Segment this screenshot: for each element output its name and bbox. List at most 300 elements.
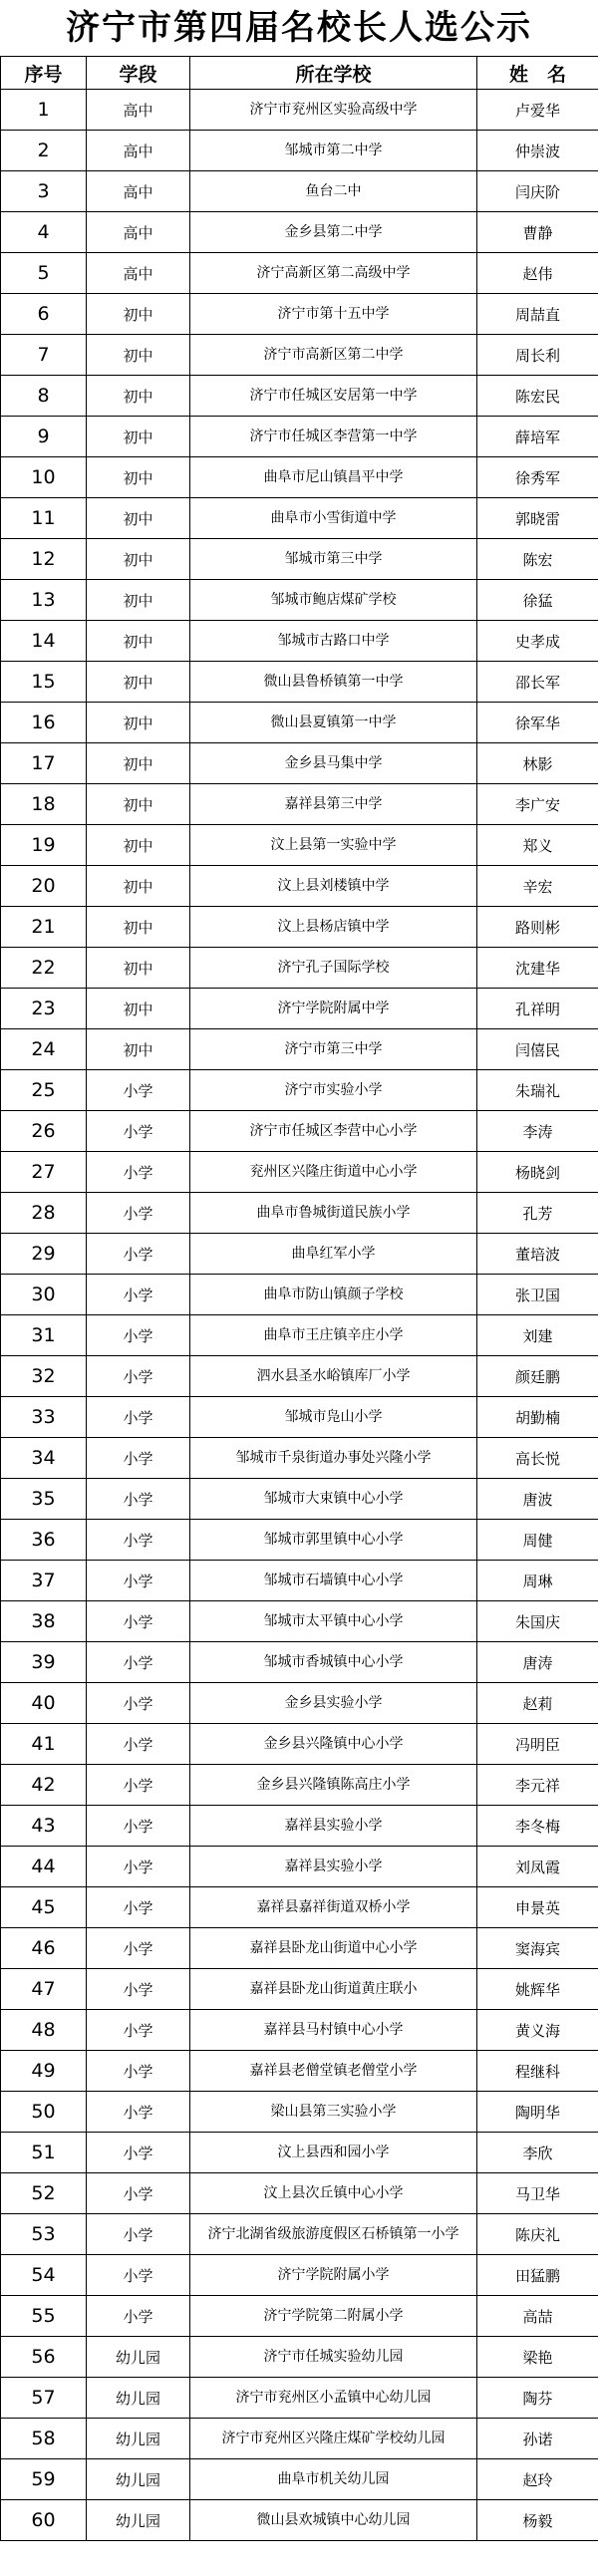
row-stage: 小学	[87, 1969, 190, 2010]
row-name: 杨毅	[477, 2500, 598, 2541]
table-row	[1, 1275, 598, 1315]
table-row	[1, 1683, 598, 1724]
table-row	[1, 662, 598, 703]
table-row	[1, 2419, 598, 2459]
table-row	[1, 1724, 598, 1765]
row-school: 邹城市香城镇中心小学	[190, 1642, 477, 1683]
row-school: 嘉祥县嘉祥街道双桥小学	[190, 1887, 477, 1928]
row-school: 微山县欢城镇中心幼儿园	[190, 2500, 477, 2541]
row-stage: 小学	[87, 1847, 190, 1887]
row-stage: 小学	[87, 1928, 190, 1969]
row-school: 金乡县实验小学	[190, 1683, 477, 1724]
row-school: 汶上县杨店镇中学	[190, 907, 477, 948]
table-row	[1, 825, 598, 866]
row-number: 10	[1, 457, 87, 498]
table-row	[1, 621, 598, 662]
row-stage: 初中	[87, 294, 190, 335]
row-name: 李涛	[477, 1111, 598, 1152]
row-name: 刘建	[477, 1315, 598, 1356]
row-name: 李欣	[477, 2133, 598, 2173]
row-stage: 初中	[87, 784, 190, 825]
row-school: 邹城市鲍店煤矿学校	[190, 580, 477, 621]
table-row	[1, 1520, 598, 1561]
header-stage: 学段	[87, 57, 190, 90]
row-school: 邹城市第二中学	[190, 131, 477, 171]
row-school: 济宁市兖州区实验高级中学	[190, 90, 477, 131]
table-header-row	[1, 57, 598, 90]
row-number: 53	[1, 2214, 87, 2255]
row-number: 50	[1, 2092, 87, 2133]
row-name: 邵长军	[477, 662, 598, 703]
row-name: 陈宏民	[477, 376, 598, 417]
table-row	[1, 376, 598, 417]
row-stage: 小学	[87, 1315, 190, 1356]
row-number: 40	[1, 1683, 87, 1724]
row-name: 陶明华	[477, 2092, 598, 2133]
header-school: 所在学校	[190, 57, 477, 90]
row-school: 邹城市郭里镇中心小学	[190, 1520, 477, 1561]
row-school: 济宁高新区第二高级中学	[190, 253, 477, 294]
row-school: 曲阜市鲁城街道民族小学	[190, 1193, 477, 1234]
row-number: 37	[1, 1561, 87, 1601]
row-name: 田猛鹏	[477, 2255, 598, 2296]
row-school: 嘉祥县马村镇中心小学	[190, 2010, 477, 2051]
row-number: 27	[1, 1152, 87, 1193]
row-school: 曲阜市小雪街道中学	[190, 498, 477, 539]
row-number: 44	[1, 1847, 87, 1887]
row-name: 陶芬	[477, 2378, 598, 2419]
table-row	[1, 1928, 598, 1969]
row-stage: 幼儿园	[87, 2419, 190, 2459]
table-row	[1, 1315, 598, 1356]
row-stage: 小学	[87, 2092, 190, 2133]
row-school: 梁山县第三实验小学	[190, 2092, 477, 2133]
row-school: 嘉祥县实验小学	[190, 1847, 477, 1887]
table-row	[1, 989, 598, 1029]
row-name: 辛宏	[477, 866, 598, 907]
table-row	[1, 2133, 598, 2173]
row-number: 20	[1, 866, 87, 907]
table-row	[1, 2337, 598, 2378]
row-school: 济宁市实验小学	[190, 1070, 477, 1111]
row-stage: 小学	[87, 1765, 190, 1806]
row-number: 43	[1, 1806, 87, 1847]
row-number: 9	[1, 417, 87, 457]
table-row	[1, 703, 598, 743]
row-number: 49	[1, 2051, 87, 2092]
row-number: 15	[1, 662, 87, 703]
row-name: 颜廷鹏	[477, 1356, 598, 1397]
header-no: 序号	[1, 57, 87, 90]
row-name: 陈宏	[477, 539, 598, 580]
table-row	[1, 1601, 598, 1642]
table-row	[1, 1806, 598, 1847]
table-row	[1, 907, 598, 948]
table-row	[1, 2214, 598, 2255]
row-name: 周长利	[477, 335, 598, 376]
row-number: 16	[1, 703, 87, 743]
row-school: 金乡县马集中学	[190, 743, 477, 784]
row-number: 19	[1, 825, 87, 866]
row-stage: 小学	[87, 1806, 190, 1847]
table-row	[1, 335, 598, 376]
row-number: 41	[1, 1724, 87, 1765]
table-row	[1, 2010, 598, 2051]
row-number: 4	[1, 212, 87, 253]
row-stage: 高中	[87, 131, 190, 171]
row-stage: 小学	[87, 1887, 190, 1928]
row-number: 38	[1, 1601, 87, 1642]
table-row	[1, 1561, 598, 1601]
row-number: 34	[1, 1438, 87, 1479]
row-school: 济宁学院第二附属小学	[190, 2296, 477, 2337]
row-school: 邹城市古路口中学	[190, 621, 477, 662]
row-name: 马卫华	[477, 2173, 598, 2214]
row-name: 程继科	[477, 2051, 598, 2092]
row-stage: 幼儿园	[87, 2500, 190, 2541]
row-name: 林影	[477, 743, 598, 784]
table-row	[1, 253, 598, 294]
row-school: 济宁学院附属中学	[190, 989, 477, 1029]
row-stage: 初中	[87, 907, 190, 948]
row-number: 42	[1, 1765, 87, 1806]
row-school: 嘉祥县第三中学	[190, 784, 477, 825]
table-row	[1, 1642, 598, 1683]
row-name: 赵伟	[477, 253, 598, 294]
row-school: 济宁市兖州区小孟镇中心幼儿园	[190, 2378, 477, 2419]
row-number: 21	[1, 907, 87, 948]
row-name: 卢爱华	[477, 90, 598, 131]
row-stage: 初中	[87, 376, 190, 417]
table-row	[1, 131, 598, 171]
row-name: 陈庆礼	[477, 2214, 598, 2255]
row-stage: 幼儿园	[87, 2378, 190, 2419]
row-school: 嘉祥县卧龙山街道黄庄联小	[190, 1969, 477, 2010]
row-name: 高喆	[477, 2296, 598, 2337]
row-name: 申景英	[477, 1887, 598, 1928]
row-stage: 小学	[87, 2214, 190, 2255]
row-name: 郭晓雷	[477, 498, 598, 539]
table-row	[1, 2378, 598, 2419]
row-stage: 小学	[87, 1234, 190, 1275]
row-name: 沈建华	[477, 948, 598, 989]
row-stage: 小学	[87, 2010, 190, 2051]
row-number: 47	[1, 1969, 87, 2010]
row-name: 史孝成	[477, 621, 598, 662]
row-number: 52	[1, 2173, 87, 2214]
row-school: 汶上县刘楼镇中学	[190, 866, 477, 907]
row-stage: 小学	[87, 1111, 190, 1152]
row-number: 54	[1, 2255, 87, 2296]
header-name: 姓 名	[477, 57, 598, 90]
row-name: 梁艳	[477, 2337, 598, 2378]
row-number: 1	[1, 90, 87, 131]
row-stage: 初中	[87, 703, 190, 743]
row-stage: 小学	[87, 1397, 190, 1438]
row-stage: 高中	[87, 253, 190, 294]
row-number: 46	[1, 1928, 87, 1969]
row-school: 金乡县兴隆镇中心小学	[190, 1724, 477, 1765]
row-stage: 小学	[87, 1561, 190, 1601]
row-stage: 初中	[87, 457, 190, 498]
row-stage: 幼儿园	[87, 2459, 190, 2500]
row-name: 胡勤楠	[477, 1397, 598, 1438]
row-name: 仲崇波	[477, 131, 598, 171]
row-number: 28	[1, 1193, 87, 1234]
row-stage: 初中	[87, 417, 190, 457]
row-name: 闫僖民	[477, 1029, 598, 1070]
row-school: 济宁市兖州区兴隆庄煤矿学校幼儿园	[190, 2419, 477, 2459]
row-name: 徐猛	[477, 580, 598, 621]
row-school: 汶上县西和园小学	[190, 2133, 477, 2173]
row-school: 曲阜市防山镇颜子学校	[190, 1275, 477, 1315]
table-row	[1, 2092, 598, 2133]
row-name: 周琳	[477, 1561, 598, 1601]
row-number: 58	[1, 2419, 87, 2459]
table-row	[1, 1887, 598, 1928]
row-number: 33	[1, 1397, 87, 1438]
row-name: 徐秀军	[477, 457, 598, 498]
row-stage: 初中	[87, 1029, 190, 1070]
row-number: 5	[1, 253, 87, 294]
table-row	[1, 457, 598, 498]
row-number: 26	[1, 1111, 87, 1152]
table-body	[1, 90, 598, 2541]
table-row	[1, 784, 598, 825]
row-stage: 小学	[87, 1275, 190, 1315]
row-name: 李元祥	[477, 1765, 598, 1806]
row-school: 邹城市大束镇中心小学	[190, 1479, 477, 1520]
row-school: 邹城市第三中学	[190, 539, 477, 580]
table-row	[1, 2255, 598, 2296]
row-number: 25	[1, 1070, 87, 1111]
row-stage: 小学	[87, 2051, 190, 2092]
row-number: 31	[1, 1315, 87, 1356]
row-stage: 初中	[87, 335, 190, 376]
row-stage: 高中	[87, 90, 190, 131]
table-row	[1, 1969, 598, 2010]
row-name: 薛培军	[477, 417, 598, 457]
row-school: 曲阜市尼山镇昌平中学	[190, 457, 477, 498]
row-stage: 初中	[87, 580, 190, 621]
row-name: 姚辉华	[477, 1969, 598, 2010]
row-stage: 小学	[87, 1479, 190, 1520]
table-row	[1, 1234, 598, 1275]
row-stage: 小学	[87, 2173, 190, 2214]
row-number: 17	[1, 743, 87, 784]
row-school: 邹城市凫山小学	[190, 1397, 477, 1438]
row-school: 济宁市第十五中学	[190, 294, 477, 335]
row-school: 邹城市千泉街道办事处兴隆小学	[190, 1438, 477, 1479]
row-number: 14	[1, 621, 87, 662]
table-row	[1, 294, 598, 335]
table-row	[1, 866, 598, 907]
table-row	[1, 1397, 598, 1438]
row-name: 朱瑞礼	[477, 1070, 598, 1111]
row-number: 60	[1, 2500, 87, 2541]
row-stage: 小学	[87, 1070, 190, 1111]
row-stage: 小学	[87, 2133, 190, 2173]
row-name: 张卫国	[477, 1275, 598, 1315]
table-row	[1, 1438, 598, 1479]
row-school: 兖州区兴隆庄街道中心小学	[190, 1152, 477, 1193]
table-row	[1, 1029, 598, 1070]
row-number: 32	[1, 1356, 87, 1397]
row-stage: 小学	[87, 1724, 190, 1765]
row-school: 济宁市任城区李营第一中学	[190, 417, 477, 457]
table-row	[1, 2173, 598, 2214]
row-number: 48	[1, 2010, 87, 2051]
row-name: 杨晓剑	[477, 1152, 598, 1193]
row-number: 45	[1, 1887, 87, 1928]
row-number: 13	[1, 580, 87, 621]
row-school: 泗水县圣水峪镇库厂小学	[190, 1356, 477, 1397]
row-stage: 初中	[87, 989, 190, 1029]
row-name: 刘凤霞	[477, 1847, 598, 1887]
row-stage: 初中	[87, 866, 190, 907]
row-name: 朱国庆	[477, 1601, 598, 1642]
row-school: 济宁学院附属小学	[190, 2255, 477, 2296]
row-number: 36	[1, 1520, 87, 1561]
row-stage: 高中	[87, 212, 190, 253]
row-stage: 小学	[87, 1356, 190, 1397]
row-stage: 高中	[87, 171, 190, 212]
row-name: 孔祥明	[477, 989, 598, 1029]
row-name: 李广安	[477, 784, 598, 825]
row-school: 济宁市第三中学	[190, 1029, 477, 1070]
row-school: 鱼台二中	[190, 171, 477, 212]
table-row	[1, 1479, 598, 1520]
row-school: 济宁市任城区安居第一中学	[190, 376, 477, 417]
row-number: 39	[1, 1642, 87, 1683]
row-school: 曲阜红军小学	[190, 1234, 477, 1275]
row-school: 嘉祥县卧龙山街道中心小学	[190, 1928, 477, 1969]
row-number: 55	[1, 2296, 87, 2337]
row-name: 赵莉	[477, 1683, 598, 1724]
table-row	[1, 1070, 598, 1111]
row-name: 孔芳	[477, 1193, 598, 1234]
table-row	[1, 171, 598, 212]
row-school: 金乡县第二中学	[190, 212, 477, 253]
row-stage: 小学	[87, 1601, 190, 1642]
row-number: 11	[1, 498, 87, 539]
row-stage: 小学	[87, 1642, 190, 1683]
row-school: 汶上县次丘镇中心小学	[190, 2173, 477, 2214]
table-row	[1, 1111, 598, 1152]
table-row	[1, 1193, 598, 1234]
row-school: 微山县夏镇第一中学	[190, 703, 477, 743]
row-name: 李冬梅	[477, 1806, 598, 1847]
row-stage: 初中	[87, 498, 190, 539]
row-name: 董培波	[477, 1234, 598, 1275]
row-name: 曹静	[477, 212, 598, 253]
row-name: 周健	[477, 1520, 598, 1561]
table-row	[1, 498, 598, 539]
row-number: 7	[1, 335, 87, 376]
row-number: 56	[1, 2337, 87, 2378]
table-row	[1, 948, 598, 989]
row-number: 18	[1, 784, 87, 825]
table-row	[1, 212, 598, 253]
row-stage: 初中	[87, 743, 190, 784]
row-stage: 初中	[87, 662, 190, 703]
row-stage: 小学	[87, 1438, 190, 1479]
row-school: 曲阜市王庄镇辛庄小学	[190, 1315, 477, 1356]
row-number: 8	[1, 376, 87, 417]
row-number: 57	[1, 2378, 87, 2419]
row-number: 12	[1, 539, 87, 580]
row-stage: 幼儿园	[87, 2337, 190, 2378]
row-name: 徐军华	[477, 703, 598, 743]
row-name: 闫庆阶	[477, 171, 598, 212]
row-stage: 小学	[87, 1520, 190, 1561]
row-name: 窦海宾	[477, 1928, 598, 1969]
row-school: 济宁市任城区李营中心小学	[190, 1111, 477, 1152]
row-number: 6	[1, 294, 87, 335]
row-stage: 初中	[87, 539, 190, 580]
row-number: 22	[1, 948, 87, 989]
row-number: 51	[1, 2133, 87, 2173]
row-stage: 小学	[87, 2255, 190, 2296]
row-school: 济宁市任城实验幼儿园	[190, 2337, 477, 2378]
row-number: 24	[1, 1029, 87, 1070]
table-row	[1, 1847, 598, 1887]
row-school: 济宁孔子国际学校	[190, 948, 477, 989]
row-name: 孙诺	[477, 2419, 598, 2459]
table-row	[1, 1152, 598, 1193]
row-school: 邹城市太平镇中心小学	[190, 1601, 477, 1642]
row-school: 曲阜市机关幼儿园	[190, 2459, 477, 2500]
row-school: 邹城市石墙镇中心小学	[190, 1561, 477, 1601]
table-row	[1, 2500, 598, 2541]
row-name: 郑义	[477, 825, 598, 866]
row-number: 59	[1, 2459, 87, 2500]
row-name: 黄义海	[477, 2010, 598, 2051]
row-number: 35	[1, 1479, 87, 1520]
table-row	[1, 2051, 598, 2092]
row-school: 嘉祥县实验小学	[190, 1806, 477, 1847]
table-row	[1, 580, 598, 621]
row-name: 周喆直	[477, 294, 598, 335]
row-school: 嘉祥县老僧堂镇老僧堂小学	[190, 2051, 477, 2092]
table-row	[1, 90, 598, 131]
row-stage: 初中	[87, 621, 190, 662]
table-row	[1, 539, 598, 580]
row-name: 冯明臣	[477, 1724, 598, 1765]
row-school: 济宁市高新区第二中学	[190, 335, 477, 376]
table-row	[1, 743, 598, 784]
row-stage: 初中	[87, 825, 190, 866]
row-name: 高长悦	[477, 1438, 598, 1479]
row-stage: 小学	[87, 1152, 190, 1193]
candidate-table	[0, 56, 598, 2541]
row-number: 30	[1, 1275, 87, 1315]
row-stage: 小学	[87, 2296, 190, 2337]
row-name: 唐波	[477, 1479, 598, 1520]
row-name: 唐涛	[477, 1642, 598, 1683]
row-stage: 小学	[87, 1193, 190, 1234]
row-school: 济宁北湖省级旅游度假区石桥镇第一小学	[190, 2214, 477, 2255]
table-row	[1, 417, 598, 457]
row-number: 23	[1, 989, 87, 1029]
table-row	[1, 2459, 598, 2500]
row-school: 微山县鲁桥镇第一中学	[190, 662, 477, 703]
row-number: 29	[1, 1234, 87, 1275]
table-row	[1, 2296, 598, 2337]
row-name: 路则彬	[477, 907, 598, 948]
row-school: 汶上县第一实验中学	[190, 825, 477, 866]
row-number: 3	[1, 171, 87, 212]
